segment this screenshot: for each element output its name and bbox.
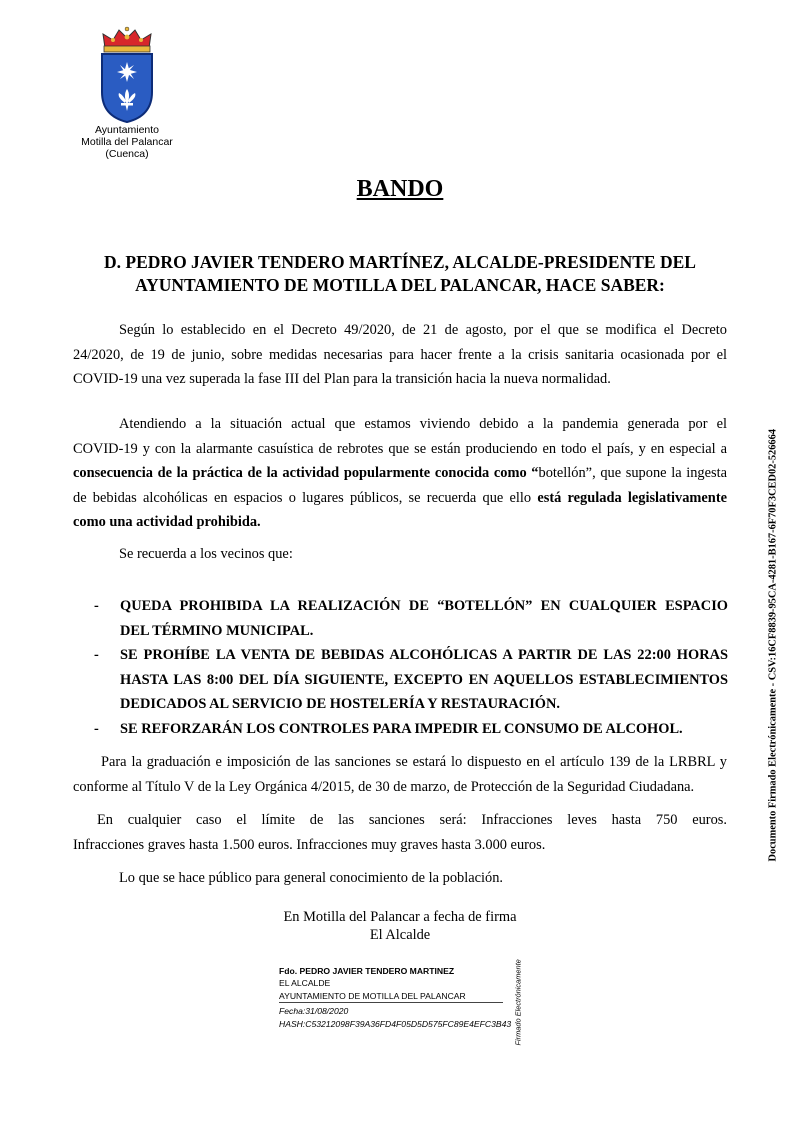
paragraph-sanctions-limits xyxy=(73,808,727,857)
signed-electronically-label xyxy=(512,959,524,1049)
side-label-text: Firmado Electrónicamente xyxy=(513,959,523,1046)
paragraph-line: Para la graduación e imposición de las sanciones se estará lo dispuesto en el artículo 139 de la LRBRL y xyxy=(101,754,727,770)
signer-name: Fdo. PEDRO JAVIER TENDERO MARTINEZ xyxy=(279,966,455,976)
paragraph-reminder xyxy=(73,542,727,567)
text: botellón”, que supone la ingesta xyxy=(538,465,728,481)
paragraph-line xyxy=(73,486,727,511)
closing-signer-role: El Alcalde xyxy=(369,927,431,943)
signature-hash: HASH:C53212098F39A36FD4F05D5D575FC89E4EFC3B43 xyxy=(279,1018,512,1029)
prohibitions-list xyxy=(94,594,728,741)
margin-note-text: Documento Firmado Electrónicamente - CSV:16CF8839-95CA-4281-B167-6F70F3CED02-526664 xyxy=(767,429,779,862)
list-item xyxy=(94,643,728,717)
paragraph-sanctions-law xyxy=(73,750,727,799)
list-item-line: SE PROHÍBE LA VENTA DE BEBIDAS ALCOHÓLICAS A PARTIR DE LAS 22:00 HORAS xyxy=(120,647,728,663)
paragraph-line: En cualquier caso el límite de las sanciones será: Infracciones leves hasta 750 euros. xyxy=(97,812,727,828)
paragraph-line: como una actividad prohibida. xyxy=(73,514,261,530)
list-item-line: HASTA LAS 8:00 DEL DÍA SIGUIENTE, EXCEPTO EN AQUELLOS ESTABLECIMIENTOS xyxy=(120,671,728,688)
signer-org: AYUNTAMIENTO DE MOTILLA DEL PALANCAR xyxy=(279,990,503,1003)
paragraph-publication xyxy=(73,866,727,891)
margin-csv-note xyxy=(767,429,779,862)
list-item xyxy=(94,717,728,742)
heading-line: AYUNTAMIENTO DE MOTILLA DEL PALANCAR, HACE SABER: xyxy=(135,275,665,295)
document-title: BANDO xyxy=(356,176,444,202)
paragraph-line: 24/2020, de 19 de junio, sobre medidas necesarias para hacer frente a la crisis sanitaria ocasionada por el xyxy=(73,346,727,363)
paragraph-line: Según lo establecido en el Decreto 49/2020, de 21 de agosto, por el que se modifica el Decreto xyxy=(119,322,727,338)
paragraph-decree xyxy=(73,318,727,392)
signature-date: Fecha:31/08/2020 xyxy=(279,1006,349,1017)
bold-text: consecuencia de la práctica de la actividad popularmente conocida como “ xyxy=(73,465,539,481)
closing-block xyxy=(200,908,600,944)
signer-role: EL ALCALDE xyxy=(279,978,331,989)
electronic-signature-stamp xyxy=(279,965,512,1030)
bullet-dash: - xyxy=(94,598,99,614)
paragraph-line xyxy=(73,461,727,486)
paragraph-line: Lo que se hace público para general conocimiento de la población. xyxy=(119,870,503,886)
list-item-line: DEL TÉRMINO MUNICIPAL. xyxy=(120,622,314,639)
municipality-caption xyxy=(60,124,194,160)
paragraph-line: COVID-19 una vez superada la fase III del Plan para la transición hacia la nueva normalidad. xyxy=(73,371,611,387)
paragraph-line: Infracciones graves hasta 1.500 euros. Infracciones muy graves hasta 3.000 euros. xyxy=(73,836,546,853)
heading xyxy=(40,251,760,297)
bullet-dash: - xyxy=(94,720,99,737)
caption-line: Motilla del Palancar xyxy=(81,136,173,148)
closing-place-date: En Motilla del Palancar a fecha de firma xyxy=(283,909,517,925)
heading-line: D. PEDRO JAVIER TENDERO MARTÍNEZ, ALCALDE-PRESIDENTE DEL xyxy=(104,252,696,272)
paragraph-situation xyxy=(73,412,727,535)
coat-of-arms-icon xyxy=(95,26,159,124)
list-item-line: DEDICADOS AL SERVICIO DE HOSTELERÍA Y RESTAURACIÓN. xyxy=(120,696,560,712)
bold-text: está regulada legislativamente xyxy=(537,489,727,506)
bullet-dash: - xyxy=(94,647,99,663)
text: de bebidas alcohólicas en espacios o lugares públicos, se recuerda que ello xyxy=(73,489,538,506)
list-item-line: QUEDA PROHIBIDA LA REALIZACIÓN DE “BOTELLÓN” EN CUALQUIER ESPACIO xyxy=(120,598,728,614)
paragraph-line: conforme al Título V de la Ley Orgánica 4/2015, de 30 de marzo, de Protección de la Seguridad Ciudadana. xyxy=(73,778,695,795)
list-item xyxy=(94,594,728,643)
paragraph-line: Atendiendo a la situación actual que estamos viviendo debido a la pandemia generada por el xyxy=(119,416,727,432)
caption-line: (Cuenca) xyxy=(105,148,149,160)
caption-line: Ayuntamiento xyxy=(94,124,159,136)
paragraph-line: COVID-19 y con la alarmante casuística de rebrotes que se están produciendo en todo el país, y en especial a xyxy=(73,440,727,457)
list-item-line: SE REFORZARÁN LOS CONTROLES PARA IMPEDIR EL CONSUMO DE ALCOHOL. xyxy=(120,720,683,737)
paragraph-line: Se recuerda a los vecinos que: xyxy=(119,546,293,562)
